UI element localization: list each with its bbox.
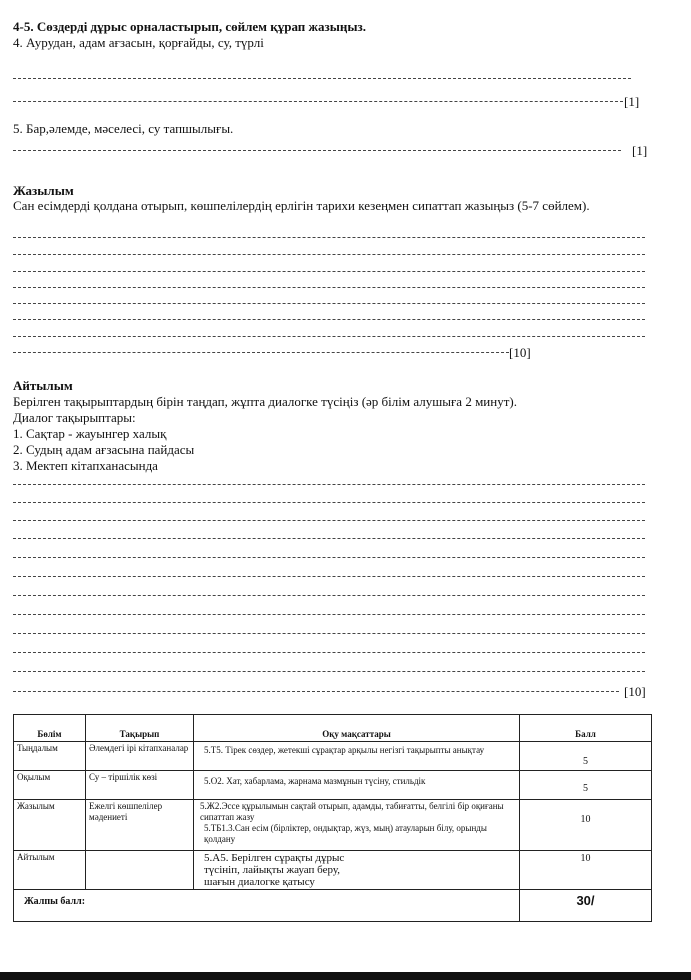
answer-line[interactable]	[13, 652, 645, 653]
answer-line[interactable]	[13, 319, 645, 320]
task4-mark: [1]	[624, 94, 640, 109]
speaking-prompt: Берілген тақырыптардың бірін таңдап, жұпта диалогке түсіңіз (әр білім алушыға 2 минут).	[13, 394, 517, 409]
dialog-topics-label: Диалог тақырыптары:	[13, 410, 136, 425]
row-goals	[194, 800, 520, 851]
bottom-edge	[0, 972, 691, 980]
table-header-row	[14, 715, 652, 742]
task45-title: 4-5. Сөздерді дұрыс орналастырып, сөйлем құрап жазыңыз.	[13, 19, 366, 34]
answer-line[interactable]	[13, 101, 623, 102]
answer-line[interactable]	[13, 520, 645, 521]
row-score: 10	[520, 851, 652, 890]
row-topic: Су – тіршілік көзі	[86, 771, 194, 800]
header-goals: Оқу мақсаттары	[194, 715, 520, 742]
answer-line[interactable]	[13, 614, 645, 615]
row-topic	[86, 851, 194, 890]
row-score: 5	[520, 742, 652, 771]
speaking-heading: Айтылым	[13, 378, 73, 393]
dialog-topic: 2. Судың адам ағзасына пайдасы	[13, 442, 195, 457]
task5-prompt: 5. Бар,әлемде, мәселесі, су тапшылығы.	[13, 121, 234, 136]
answer-line[interactable]	[13, 150, 621, 151]
writing-prompt: Сан есімдерді қолдана отырып, көшпелілердің ерлігін тарихи кезеңмен сипаттап жазыңыз (5-7 сөйлем).	[13, 198, 590, 213]
answer-line[interactable]	[13, 237, 645, 238]
writing-heading: Жазылым	[13, 183, 74, 198]
header-topic: Тақырып	[86, 715, 194, 742]
dialog-topic: 1. Сақтар - жауынгер халық	[13, 426, 167, 441]
speaking-mark: [10]	[624, 684, 646, 699]
total-score: 30/	[520, 890, 652, 922]
answer-line[interactable]	[13, 484, 645, 485]
row-score: 10	[520, 800, 652, 851]
row-goals: 5.А5. Берілген сұрақты дұрыс түсініп, лайықты жауап беру, шағын диалогке қатысу	[194, 851, 520, 890]
total-label: Жалпы балл:	[14, 890, 520, 922]
table-row	[14, 771, 652, 800]
answer-line[interactable]	[13, 538, 645, 539]
answer-line[interactable]	[13, 336, 645, 337]
row-topic: Ежелгі көшпелілер мәдениеті	[86, 800, 194, 851]
answer-line[interactable]	[13, 576, 645, 577]
goal-text: 5.Ж2.Эссе құрылымын сақтай отырып, адамды, табиғатты, белгілі бір оқиғаны сипаттап жазу	[200, 801, 504, 822]
header-score: Балл	[520, 715, 652, 742]
score-table	[13, 714, 652, 922]
row-topic: Әлемдегі ірі кітапханалар	[86, 742, 194, 771]
row-section: Оқылым	[14, 771, 86, 800]
header-section: Бөлім	[14, 715, 86, 742]
row-section: Тыңдалым	[14, 742, 86, 771]
answer-line[interactable]	[13, 287, 645, 288]
answer-line[interactable]	[13, 78, 631, 79]
answer-line[interactable]	[13, 691, 619, 692]
dialog-topic: 3. Мектеп кітапханасында	[13, 458, 158, 473]
task5-mark: [1]	[632, 143, 648, 158]
row-score: 5	[520, 771, 652, 800]
row-section: Айтылым	[14, 851, 86, 890]
goal-text: 5.ТБ1.3.Сан есім (бірліктер, ондықтар, жүз, мың) атауларын білу, орынды қолдану	[204, 823, 487, 844]
row-goals: 5.Т5. Тірек сөздер, жетекші сұрақтар арқылы негізгі тақырыпты анықтау	[194, 742, 520, 771]
writing-mark: [10]	[509, 345, 531, 360]
task4-prompt: 4. Аурудан, адам ағзасын, қорғайды, су, түрлі	[13, 35, 264, 50]
answer-line[interactable]	[13, 352, 509, 353]
table-row	[14, 800, 652, 851]
row-goals: 5.О2. Хат, хабарлама, жарнама мазмұнын түсіну, стильдік	[194, 771, 520, 800]
answer-line[interactable]	[13, 595, 645, 596]
table-row	[14, 851, 652, 890]
answer-line[interactable]	[13, 271, 645, 272]
answer-line[interactable]	[13, 303, 645, 304]
answer-line[interactable]	[13, 633, 645, 634]
row-section: Жазылым	[14, 800, 86, 851]
total-row	[14, 890, 652, 922]
answer-line[interactable]	[13, 557, 645, 558]
answer-line[interactable]	[13, 671, 645, 672]
answer-line[interactable]	[13, 254, 645, 255]
table-row	[14, 742, 652, 771]
answer-line[interactable]	[13, 502, 645, 503]
